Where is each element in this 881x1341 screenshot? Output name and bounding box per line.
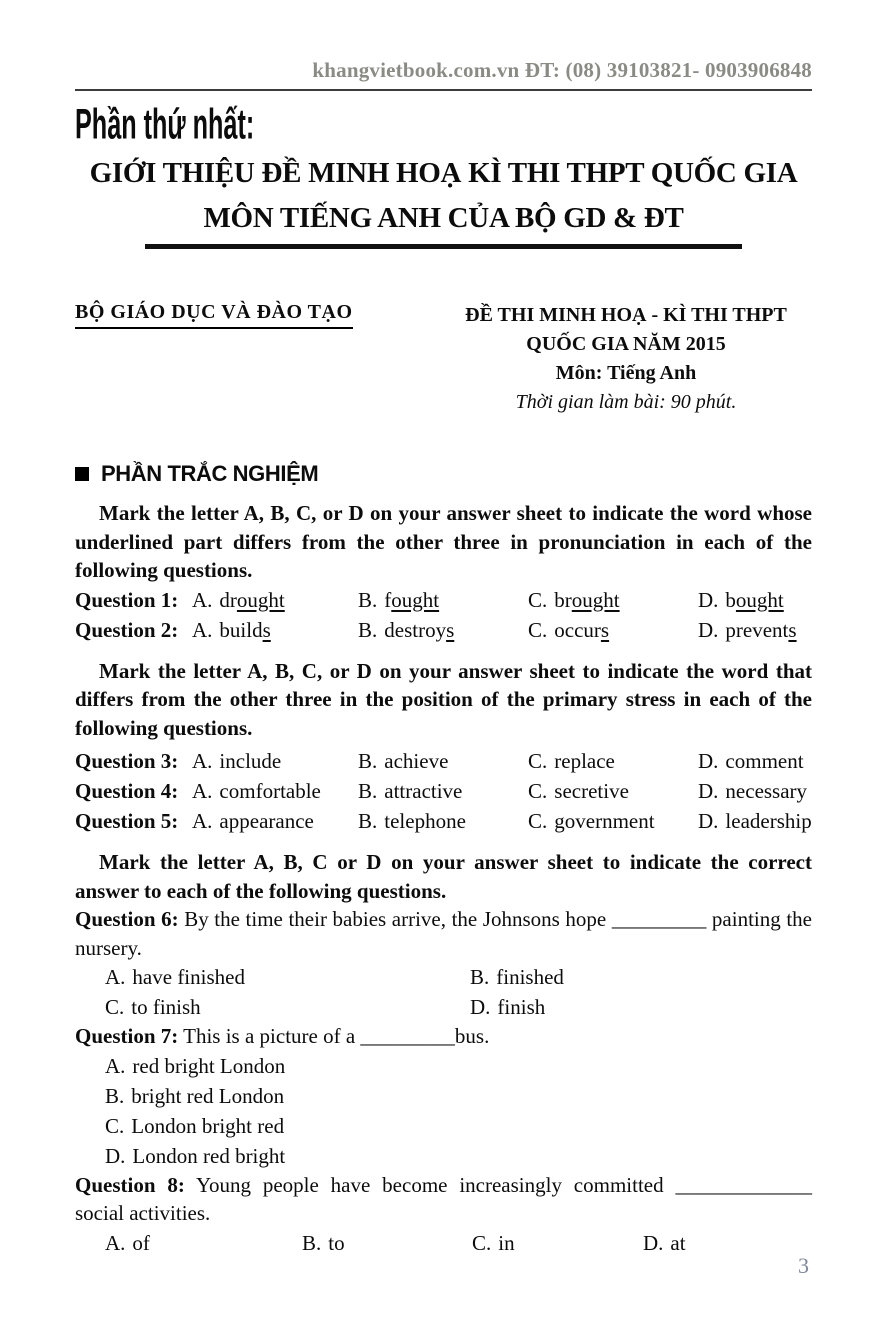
option-c: C. secretive [528, 779, 629, 803]
option-d: D. at [643, 1230, 686, 1255]
section-heading-text: PHẦN TRẮC NGHIỆM [101, 461, 319, 486]
question-row [75, 746, 812, 776]
instruction-stress: Mark the letter A, B, C, or D on your answer sheet to indicate the word that differs from the other three in the position of the primary stress in each of the following questions. [75, 658, 812, 740]
question-label: Question 5: [75, 809, 179, 833]
question-label: Question 3: [75, 749, 179, 773]
question-row [75, 585, 812, 615]
exam-title-line2: QUỐC GIA NĂM 2015 [526, 333, 726, 355]
option-c: C. London bright red [105, 1113, 285, 1138]
question-label: Question 1: [75, 587, 179, 612]
option-b: B. destroys [358, 617, 455, 642]
option-a: A. comfortable [192, 779, 321, 803]
option-c: C. in [472, 1230, 515, 1255]
option-c: C. to finish [105, 995, 201, 1019]
question-stem [75, 1171, 812, 1228]
option-a: A. drought [192, 587, 285, 612]
option-b: B. attractive [358, 779, 463, 803]
question-options [75, 962, 812, 1022]
instruction-correct-answer: Mark the letter A, B, C or D on your answer sheet to indicate the correct answer to each of the following questions. [75, 850, 812, 903]
question-stem [75, 1022, 812, 1051]
option-c: C. brought [528, 587, 620, 612]
option-b: B. fought [358, 587, 440, 612]
option-a: A. builds [192, 617, 271, 642]
ministry-name: BỘ GIÁO DỤC VÀ ĐÀO TẠO [75, 301, 353, 329]
option-a: A. of [105, 1230, 150, 1255]
option-a: A. appearance [192, 809, 314, 833]
exam-subject: Môn: Tiếng Anh [555, 362, 697, 384]
question-label: Question 4: [75, 779, 179, 803]
site-header [75, 0, 812, 91]
question-text: This is a picture of a _________bus. [183, 1024, 490, 1048]
exam-header [75, 301, 812, 417]
option-d: D. finish [470, 995, 546, 1019]
option-b: B. finished [470, 965, 564, 989]
part-label: Phần thứ nhất: [75, 100, 255, 149]
question-label: Question 2: [75, 617, 179, 642]
exam-title-line1: ĐỀ THI MINH HOẠ - KÌ THI THPT [465, 304, 787, 326]
site-header-text: khangvietbook.com.vn ĐT: (08) 39103821- 0903906848 [312, 58, 812, 82]
question-row [75, 776, 812, 806]
question-row [75, 806, 812, 836]
question-stem [75, 905, 812, 962]
exam-meta [440, 301, 812, 417]
page-title [75, 151, 812, 241]
option-d: D. prevents [698, 617, 797, 642]
exam-duration: Thời gian làm bài: 90 phút. [515, 391, 737, 413]
section-heading [75, 461, 812, 487]
option-d: D. necessary [698, 779, 808, 803]
question-label: Question 8: [75, 1172, 185, 1197]
question-row [75, 615, 812, 645]
question-label: Question 6: [75, 907, 179, 931]
page-number: 3 [798, 1253, 809, 1278]
option-d: D. comment [698, 749, 804, 773]
option-c: C. government [528, 809, 655, 833]
option-b: B. to [302, 1230, 345, 1255]
option-c: C. occurs [528, 617, 610, 642]
option-a: A. have finished [105, 965, 245, 989]
option-a: A. include [192, 749, 282, 773]
option-a: A. red bright London [105, 1053, 286, 1078]
question-options [75, 1228, 812, 1258]
option-c: C. replace [528, 749, 615, 773]
question-label: Question 7: [75, 1024, 179, 1048]
page-title-line1: GIỚI THIỆU ĐỀ MINH HOẠ KÌ THI THPT QUỐC GIA [89, 157, 798, 189]
question-text: By the time their babies arrive, the Johnsons hope _________ painting the nursery. [75, 907, 812, 960]
page-title-line2: MÔN TIẾNG ANH CỦA BỘ GD & ĐT [203, 202, 684, 234]
title-underline [145, 244, 742, 249]
square-bullet-icon [75, 467, 89, 481]
option-b: B. achieve [358, 749, 449, 773]
option-d: D. London red bright [105, 1143, 286, 1168]
option-d: D. bought [698, 587, 784, 612]
option-b: B. telephone [358, 809, 466, 833]
question-text: Young people have become increasingly committed _____________ social activities. [75, 1172, 812, 1225]
question-options [75, 1051, 812, 1171]
option-d: D. leadership [698, 809, 812, 833]
option-b: B. bright red London [105, 1083, 285, 1108]
instruction-pronunciation: Mark the letter A, B, C, or D on your answer sheet to indicate the word whose underlined part differs from the other three in pronunciation in each of the following questions. [75, 501, 812, 582]
